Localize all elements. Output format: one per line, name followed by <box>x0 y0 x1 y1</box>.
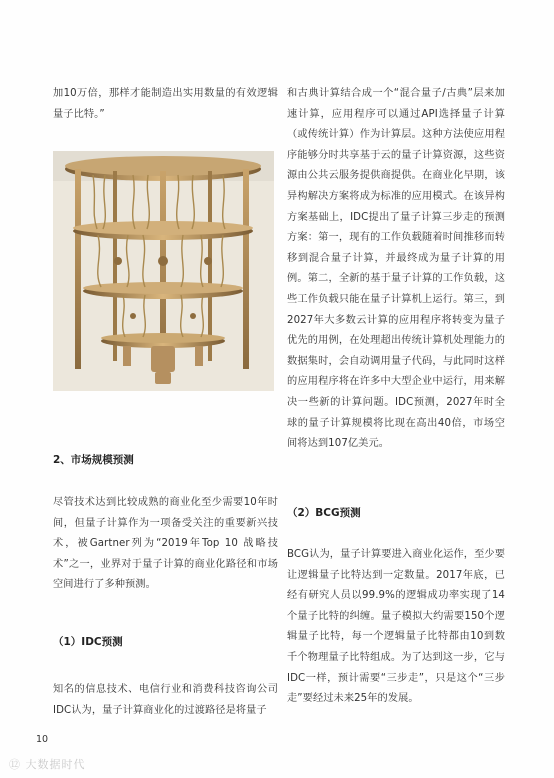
idc-paragraph-continued: 和古典计算结合成一个“混合量子/古典”层来加速计算，应用程序可以通过API选择量子计算（或传统计算）作为计算层。这种方法使应用程序能够分时共享基于云的量子计算资源，这些资源由公共云服务提供商提供。在商业化早期，该异构解决方案将成为标准的应用模式。在该异构方案基础上，IDC提出了量子计算三步走的预测方案：第一，现有的工作负载随着时间推移而转移到混合量子计算，并最终成为量子计算的用例。第二，全新的基于量子计算的工作负载，这些工作负载只能在量子计算机上运行。第三，到2027年大多数云计算的应用程序将转变为量子优先的用例，在处理超出传统计算机处理能力的数据集时，会自动调用量子代码，与此同时这样的应用程序将在许多中大型企业中运行，用来解决一些新的计算问题。IDC预测，2027年时全球的量子计算规模将比现在高出40倍，市场空间将达到107亿美元。 <box>287 88 505 450</box>
subheading-bcg-forecast: （2）BCG预测 <box>287 507 361 519</box>
idc-paragraph-start: 知名的信息技术、电信行业和消费科技咨询公司IDC认为，量子计算商业化的过渡路径是将量子 <box>53 684 278 716</box>
intro-paragraph-end: 加10万倍，那样才能制造出实用数量的有效逻辑量子比特。” <box>53 88 278 120</box>
watermark: ⑫ 大数据时代 <box>9 758 86 771</box>
section-heading-market-forecast: 2、市场规模预测 <box>53 454 134 466</box>
page-number: 10 <box>36 734 49 745</box>
quantum-computer-photo <box>53 151 274 391</box>
bcg-paragraph: BCG认为，量子计算要进入商业化运作，至少要让逻辑量子比特达到一定数量。2017年底，已经有研究人员以99.9%的逻辑成功率实现了14个量子比特的纠缠。量子模拟大约需要150个逻辑量子比特，每一个逻辑量子比特都由10到数千个物理量子比特组成。为了达到这一步，它与IDC一样，预计需要“三步走”，只是这个“三步走”要经过未来25年的发展。 <box>287 549 505 705</box>
subheading-idc-forecast: （1）IDC预测 <box>53 636 123 648</box>
market-forecast-paragraph: 尽管技术达到比较成熟的商业化至少需要10年时间，但量子计算作为一项备受关注的重要新兴技术，被Gartner列为“2019年Top 10 战略技术”之一，业界对于量子计算的商业化路径和市场空间进行了多种预测。 <box>53 497 278 591</box>
